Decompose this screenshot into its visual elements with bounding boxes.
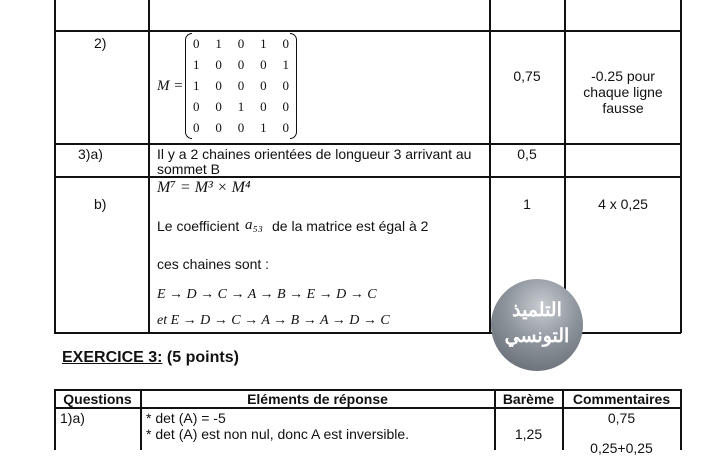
matrix-cell: 0 bbox=[215, 57, 222, 72]
table1-hline-3 bbox=[54, 176, 681, 178]
matrix-cell: 0 bbox=[260, 78, 267, 93]
matrix-cell: 1 bbox=[193, 57, 200, 72]
table1-hline-bottom bbox=[54, 332, 681, 334]
matrix-cell: 0 bbox=[237, 36, 245, 51]
row2-bareme: 0,75 bbox=[513, 68, 541, 84]
logo-text-line-2: التونسي bbox=[504, 326, 570, 347]
matrix-cell: 1 bbox=[215, 36, 222, 51]
matrix-cell: 0 bbox=[282, 120, 289, 135]
row3a-text-line-2: sommet B bbox=[157, 161, 221, 177]
matrix-cell: 0 bbox=[237, 120, 245, 135]
matrix-cell: 0 bbox=[237, 57, 245, 72]
site-logo bbox=[491, 279, 583, 371]
matrix-label: M = bbox=[157, 78, 184, 94]
table2-header-elements: Eléments de réponse bbox=[247, 391, 388, 407]
row3a-question: 3)a) bbox=[78, 146, 103, 162]
row2-question: 2) bbox=[94, 35, 107, 51]
row3b-chain-2: et E → D → C → A → B → A → D → C bbox=[157, 313, 390, 328]
row3a-text-line-1: Il y a 2 chaines orientées de longueur 3 arrivant au bbox=[157, 146, 472, 162]
row3b-coef-symbol: a₅₃ bbox=[245, 217, 263, 233]
logo-text-line-1: التلميذ bbox=[512, 300, 562, 321]
table2-row1a-bareme: 1,25 bbox=[514, 426, 543, 442]
exercise-3-title: EXERCICE 3: bbox=[62, 349, 163, 366]
table2-row1a-line-1: * det (A) = -5 bbox=[146, 410, 226, 426]
matrix-cell: 0 bbox=[215, 99, 222, 114]
matrix-row-5 bbox=[193, 120, 289, 136]
matrix-cell: 1 bbox=[237, 99, 245, 114]
matrix-cell: 0 bbox=[282, 99, 289, 114]
row3b-question: b) bbox=[94, 196, 107, 212]
table2-header-questions: Questions bbox=[63, 391, 132, 407]
table1-vline-2 bbox=[148, 0, 150, 333]
matrix-cell: 0 bbox=[215, 120, 222, 135]
table2-row1a-line-2: * det (A) est non nul, donc A est inversible. bbox=[146, 426, 410, 442]
matrix-cell: 0 bbox=[215, 78, 222, 93]
matrix-cell: 1 bbox=[282, 57, 289, 72]
table2-row1a-question: 1)a) bbox=[60, 410, 85, 426]
exercise-3-heading bbox=[62, 349, 239, 367]
matrix-left-bracket bbox=[185, 33, 192, 139]
row3b-bareme: 1 bbox=[523, 196, 531, 212]
table2-vline-5 bbox=[680, 389, 682, 450]
matrix-cell: 0 bbox=[193, 36, 200, 51]
row3b-chain-1: E → D → C → A → B → E → D → C bbox=[157, 287, 377, 302]
matrix-cell: 0 bbox=[193, 99, 200, 114]
exercise-3-points: (5 points) bbox=[166, 349, 239, 366]
matrix-cell: 0 bbox=[282, 36, 289, 51]
matrix-cell: 0 bbox=[282, 78, 289, 93]
row3b-formula: M⁷ = M³ × M⁴ bbox=[157, 179, 251, 196]
row2-comment-line-2: chaque ligne bbox=[583, 84, 663, 100]
matrix-cell: 1 bbox=[193, 78, 200, 93]
matrix-right-bracket bbox=[290, 33, 297, 139]
table1-vline-4 bbox=[564, 0, 566, 333]
matrix-cell: 0 bbox=[260, 57, 267, 72]
matrix-row-4 bbox=[193, 99, 289, 115]
table1-hline-top bbox=[54, 30, 681, 32]
matrix-row-1 bbox=[193, 36, 289, 52]
matrix-cell: 0 bbox=[237, 78, 245, 93]
row3b-coef-prefix: Le coefficient bbox=[157, 218, 240, 234]
matrix-M bbox=[185, 33, 297, 137]
row3a-bareme: 0,5 bbox=[517, 146, 537, 162]
row2-comment-line-1: -0.25 pour bbox=[591, 68, 655, 84]
table2-header-commentaires: Commentaires bbox=[572, 391, 671, 407]
table1-vline-5 bbox=[680, 0, 682, 333]
row2-comment-line-3: fausse bbox=[602, 100, 644, 116]
row3b-chains-label: ces chaines sont : bbox=[157, 256, 270, 272]
matrix-cell: 0 bbox=[193, 120, 200, 135]
matrix-row-3 bbox=[193, 78, 289, 94]
matrix-row-2 bbox=[193, 57, 289, 73]
table2-row1a-comment-2: 0,25+0,25 bbox=[590, 440, 653, 456]
table1-vline-1 bbox=[54, 0, 56, 333]
row3b-coef-suffix: de la matrice est égal à 2 bbox=[272, 218, 429, 234]
table1-hline-2 bbox=[54, 143, 681, 145]
row3b-comment: 4 x 0,25 bbox=[598, 196, 648, 212]
table2-hline-header bbox=[54, 407, 681, 409]
table2-row1a-comment-1: 0,75 bbox=[607, 410, 636, 426]
matrix-cell: 1 bbox=[260, 36, 267, 51]
matrix-cell: 1 bbox=[260, 120, 267, 135]
matrix-cell: 0 bbox=[260, 99, 267, 114]
table1-vline-3 bbox=[489, 0, 491, 333]
table2-header-bareme: Barème bbox=[502, 391, 555, 407]
